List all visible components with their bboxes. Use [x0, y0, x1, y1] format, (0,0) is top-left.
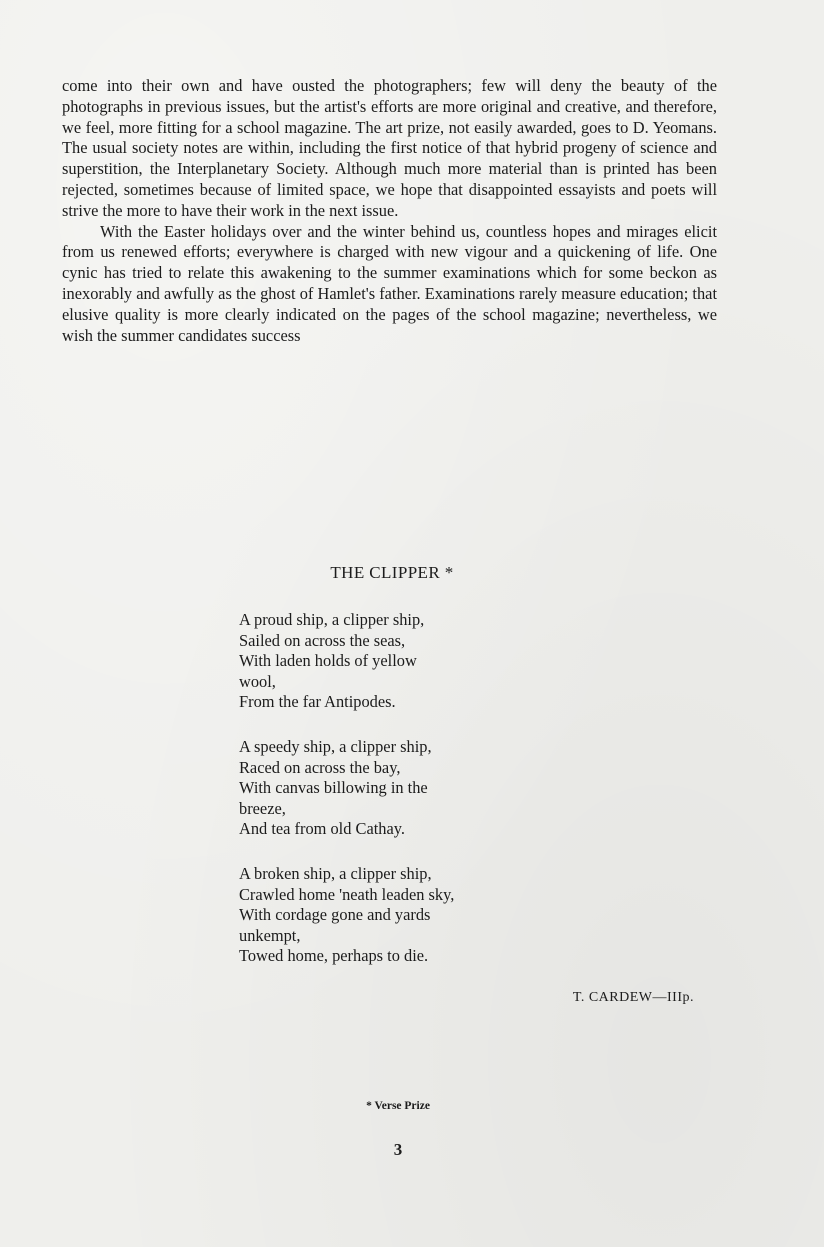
poem-line: A broken ship, a clipper ship,	[239, 863, 432, 883]
poem-line: Crawled home 'neath leaden sky,	[239, 884, 455, 904]
poem-author: T. CARDEW—IIIp.	[572, 990, 694, 1005]
footnote: * Verse Prize	[366, 1100, 430, 1112]
editorial-text	[62, 76, 717, 346]
poem-line: A speedy ship, a clipper ship,	[239, 736, 432, 756]
paragraph-1: come into their own and have ousted the photographers; few will deny the beauty of the photographs in previous issues, but the artist's efforts are more original and creative, and therefore, we feel, more fitting for a school magazine. The art prize, not easily awarded, goes to D. Yeomans. The usual society notes are within, including the first notice of that hybrid progeny of science and superstition, the Interplanetary Society. Although much more material than is printed has been rejected, sometimes because of limited space, we hope that disappointed essayists and poets will strive the more to have their work in the next issue.	[62, 76, 717, 220]
page-number: 3	[393, 1140, 403, 1159]
poem-line: Raced on across the bay,	[239, 757, 401, 777]
poem-line: With cordage gone and yards	[239, 905, 431, 925]
poem-line: With laden holds of yellow	[239, 651, 417, 671]
paragraph-2: With the Easter holidays over and the winter behind us, countless hopes and mirages elicit from us renewed efforts; everywhere is charged with new vigour and a quickening of life. One cynic has tried to relate this awakening to the summer examinations which for some beckon as inexorably and awfully as the ghost of Hamlet's father. Examinations rarely measure education; that elusive quality is more clearly indicated on the pages of the school magazine; nevertheless, we wish the summer candidates success	[62, 221, 717, 345]
stanza-3	[239, 864, 539, 967]
poem-line: breeze,	[239, 798, 286, 818]
poem-line: wool,	[239, 671, 276, 691]
poem-line: A proud ship, a clipper ship,	[239, 610, 425, 629]
stanza-2	[239, 737, 539, 840]
poem-line: unkempt,	[239, 925, 301, 945]
stanza-1	[239, 610, 539, 713]
poem-title: THE CLIPPER *	[330, 563, 454, 582]
poem-line: And tea from old Cathay.	[239, 819, 405, 839]
poem-body	[239, 610, 539, 991]
poem-line: From the far Antipodes.	[239, 692, 396, 712]
poem-line: With canvas billowing in the	[239, 778, 428, 798]
poem-line: Sailed on across the seas,	[239, 630, 406, 650]
poem-line: Towed home, perhaps to die.	[239, 946, 429, 966]
